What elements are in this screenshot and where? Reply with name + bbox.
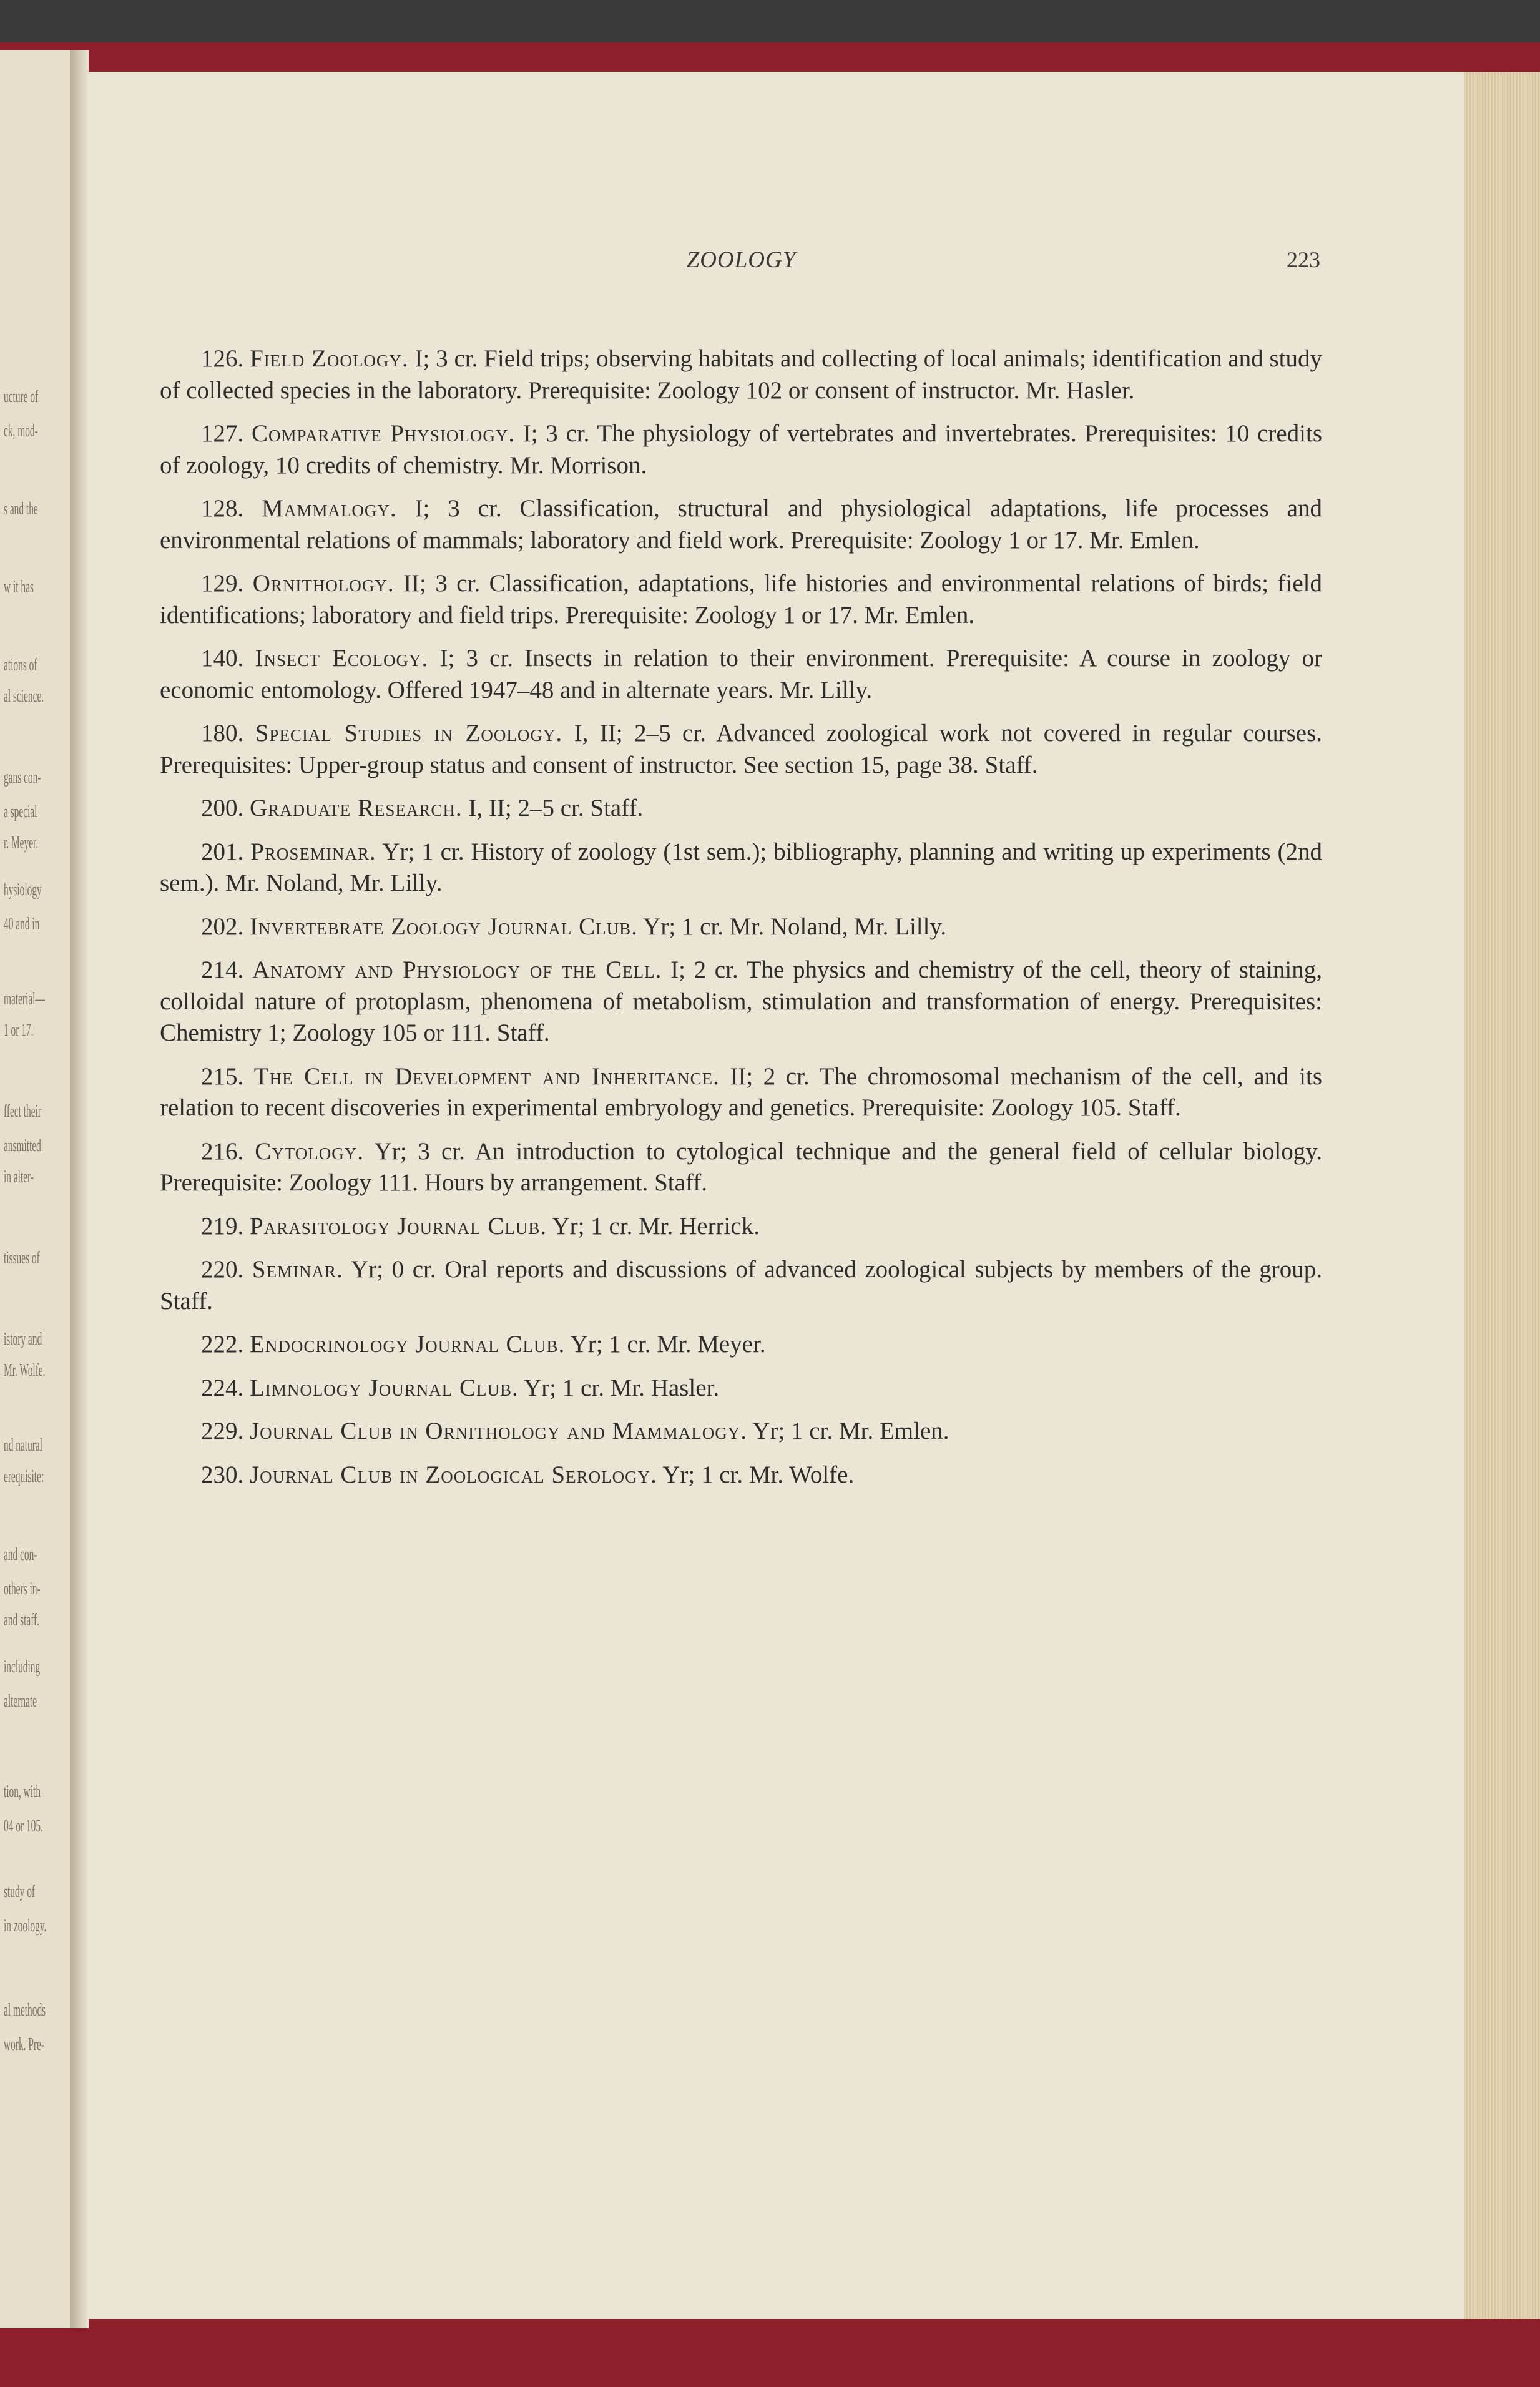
course-entry	[160, 1211, 1322, 1243]
course-description: Yr; 1 cr. Mr. Noland, Mr. Lilly.	[643, 913, 947, 940]
course-title: Field Zoology.	[250, 345, 409, 372]
prev-page-fragment: work. Pre-	[4, 2035, 45, 2054]
course-number: 220.	[201, 1256, 244, 1283]
course-entry	[160, 1459, 1322, 1491]
prev-page-fragment: 40 and in	[4, 914, 40, 934]
course-entry	[160, 1254, 1322, 1317]
prev-page-fragment: 1 or 17.	[4, 1021, 34, 1040]
book-binding-bottom	[0, 2313, 1540, 2387]
prev-page-fragment: in alter-	[4, 1167, 34, 1187]
course-description: Yr; 1 cr. Mr. Emlen.	[752, 1418, 949, 1444]
prev-page-fragment: s and the	[4, 499, 38, 519]
course-entry	[160, 643, 1322, 706]
prev-page-fragment: istory and	[4, 1330, 42, 1349]
prev-page-fragment: others in-	[4, 1579, 41, 1599]
course-title: The Cell in Development and Inheritance.	[253, 1062, 720, 1090]
prev-page-fragment: alternate	[4, 1692, 37, 1711]
course-description: Yr; 1 cr. Mr. Wolfe.	[662, 1461, 855, 1488]
prev-page-fragment: including	[4, 1657, 41, 1677]
course-description: Yr; 1 cr. Mr. Meyer.	[570, 1331, 766, 1358]
prev-page-fragment: in zoology.	[4, 1916, 47, 1936]
course-description: II; 3 cr. Classification, adaptations, life histories and environmental relations of birds; field identifications; laboratory and field trips. Prerequisite: Zoology 1 or 17. Mr. Emlen.	[160, 570, 1323, 629]
course-description: I; 2 cr. The physics and chemistry of the cell, theory of staining, colloidal nature of protoplasm, phenomena of metabolism, stimulation and transformation of energy. Prerequisites: Chemistry 1; Zoology 105 or 111. Staff.	[160, 956, 1323, 1046]
course-title: Mammalogy.	[262, 495, 397, 522]
course-number: 129.	[201, 570, 244, 597]
course-number: 126.	[201, 345, 244, 372]
course-title: Insect Ecology.	[255, 645, 429, 672]
course-title: Special Studies in Zoology.	[255, 720, 563, 747]
course-entry	[160, 343, 1322, 406]
course-title: Parasitology Journal Club.	[250, 1212, 547, 1240]
course-number: 201.	[201, 838, 244, 865]
course-entry	[160, 1416, 1322, 1448]
course-title: Journal Club in Zoological Serology.	[250, 1461, 657, 1488]
prev-page-fragment: ansmitted	[4, 1136, 41, 1155]
course-title: Anatomy and Physiology of the Cell.	[252, 956, 662, 983]
course-title: Invertebrate Zoology Journal Club.	[250, 913, 638, 940]
course-title: Proseminar.	[250, 838, 376, 865]
course-number: 140.	[201, 645, 244, 672]
prev-page-fragment: al science.	[4, 687, 44, 706]
course-title: Endocrinology Journal Club.	[250, 1331, 566, 1358]
course-description: I, II; 2–5 cr. Staff.	[468, 795, 644, 821]
book-gutter	[70, 50, 89, 2328]
course-description: II; 2 cr. The chromosomal mechanism of the cell, and its relation to recent discoveries in experimental embryology and genetics. Prerequisite: Zoology 105. Staff.	[160, 1062, 1323, 1121]
course-entry	[160, 911, 1322, 943]
course-description: I, II; 2–5 cr. Advanced zoological work not covered in regular courses. Prerequisites: Upper-group status and consent of instructor. See section 15, page 38. Staff.	[160, 720, 1323, 778]
course-description: I; 3 cr. Field trips; observing habitats and collecting of local animals; identification and study of collected species in the laboratory. Prerequisite: Zoology 102 or consent of instructor. Mr. Hasler.	[160, 345, 1322, 404]
prev-page-fragment: ck, mod-	[4, 421, 38, 441]
prev-page-fragment: r. Meyer.	[4, 833, 39, 853]
course-entry	[160, 1373, 1322, 1404]
course-title: Graduate Research.	[250, 795, 463, 821]
course-title: Cytology.	[255, 1137, 364, 1165]
course-entry	[160, 1329, 1322, 1361]
course-entry	[160, 836, 1322, 899]
running-title: ZOOLOGY	[686, 247, 797, 273]
course-number: 222.	[201, 1331, 244, 1358]
prev-page-fragment: tion, with	[4, 1782, 41, 1801]
course-number: 202.	[201, 913, 244, 940]
prev-page-fragment: study of	[4, 1882, 36, 1901]
course-number: 128.	[201, 495, 244, 522]
prev-page-fragment: w it has	[4, 577, 34, 597]
course-description: I; 3 cr. The physiology of vertebrates and invertebrates. Prerequisites: 10 credits of zoology, 10 credits of chemistry. Mr. Morrison.	[160, 420, 1323, 479]
course-entry	[160, 718, 1322, 781]
prev-page-fragment: material—	[4, 989, 45, 1009]
prev-page-fragment: erequisite:	[4, 1467, 44, 1486]
course-entry	[160, 493, 1322, 556]
course-description: Yr; 0 cr. Oral reports and discussions of advanced zoological subjects by members of the group. Staff.	[160, 1256, 1322, 1315]
course-entry	[160, 793, 1322, 825]
course-description: Yr; 3 cr. An introduction to cytological technique and the general field of cellular biology. Prerequisite: Zoology 111. Hours by arrangement. Staff.	[160, 1137, 1322, 1196]
prev-page-fragment: nd natural	[4, 1436, 43, 1455]
course-entry	[160, 568, 1322, 631]
prev-page-fragment: a special	[4, 802, 37, 821]
course-number: 230.	[201, 1461, 244, 1488]
course-entry	[160, 954, 1322, 1049]
prev-page-fragment: tissues of	[4, 1248, 40, 1268]
prev-page-fragment: gans con-	[4, 768, 41, 787]
prev-page-fragment: and con-	[4, 1545, 37, 1564]
course-description: Yr; 1 cr. Mr. Hasler.	[524, 1374, 720, 1401]
course-number: 219.	[201, 1212, 244, 1240]
course-entry	[160, 418, 1322, 481]
course-number: 180.	[201, 720, 244, 747]
course-number: 200.	[201, 795, 244, 821]
course-description: Yr; 1 cr. Mr. Herrick.	[552, 1212, 760, 1240]
prev-page-fragment: al methods	[4, 2001, 46, 2020]
prev-page-fragment: ations of	[4, 655, 37, 675]
course-title: Journal Club in Ornithology and Mammalogy.	[250, 1418, 747, 1444]
course-entry	[160, 1136, 1322, 1199]
prev-page-fragment: 04 or 105.	[4, 1816, 43, 1836]
course-description: I; 3 cr. Insects in relation to their environment. Prerequisite: A course in zoology or economic entomology. Offered 1947–48 and in alternate years. Mr. Lilly.	[160, 645, 1322, 703]
course-list	[160, 343, 1322, 1502]
prev-page-fragment: and staff.	[4, 1610, 40, 1630]
course-description: Yr; 1 cr. History of zoology (1st sem.); bibliography, planning and writing up experiments (2nd sem.). Mr. Noland, Mr. Lilly.	[160, 838, 1322, 896]
course-title: Limnology Journal Club.	[250, 1374, 519, 1401]
prev-page-fragment: Mr. Wolfe.	[4, 1361, 46, 1380]
course-number: 215.	[201, 1062, 244, 1090]
course-entry	[160, 1061, 1322, 1124]
course-number: 216.	[201, 1137, 244, 1165]
page-number: 223	[1287, 247, 1320, 272]
prev-page-fragment: hysiology	[4, 880, 42, 899]
course-description: I; 3 cr. Classification, structural and physiological adaptations, life processes and environmental relations of mammals; laboratory and field work. Prerequisite: Zoology 1 or 17. Mr. Emlen.	[160, 495, 1322, 554]
prev-page-fragment: ffect their	[4, 1102, 42, 1121]
course-title: Seminar.	[252, 1256, 343, 1283]
previous-page-edge	[0, 50, 72, 2328]
page-edges	[1464, 72, 1540, 2319]
course-title: Ornithology.	[252, 570, 395, 597]
course-number: 127.	[201, 420, 244, 447]
prev-page-fragment: ucture of	[4, 387, 39, 406]
page-header	[162, 247, 1320, 284]
course-number: 214.	[201, 956, 244, 983]
course-title: Comparative Physiology.	[251, 420, 516, 447]
course-number: 224.	[201, 1374, 244, 1401]
course-number: 229.	[201, 1418, 244, 1444]
